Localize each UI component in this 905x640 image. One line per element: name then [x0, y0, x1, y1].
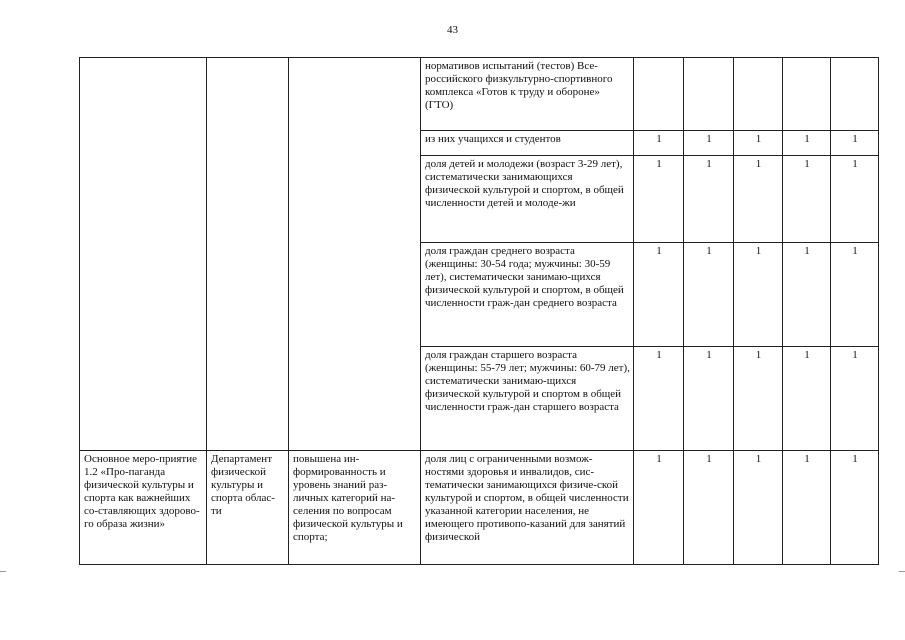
value-cell: 1 [634, 243, 684, 347]
indicator-cell: доля граждан среднего возраста (женщины: 30-54 года; мужчины: 30-59 лет), систематически занимаю-щихся физической культурой и спортом, в общей численности граж-дан среднего возраста [421, 243, 634, 347]
value-cell: 1 [734, 131, 783, 156]
value-cell [634, 58, 684, 131]
value-cell: 1 [684, 156, 734, 243]
value-cell: 1 [634, 347, 684, 451]
program-table [79, 57, 879, 565]
indicator-cell: из них учащихся и студентов [421, 131, 634, 156]
value-cell: 1 [734, 347, 783, 451]
value-cell: 1 [783, 156, 831, 243]
value-cell: 1 [734, 451, 783, 565]
value-cell: 1 [684, 243, 734, 347]
value-cell: 1 [734, 243, 783, 347]
indicator-cell: доля лиц с ограниченными возмож-ностями здоровья и инвалидов, сис-тематически занимающихся физиче-ской культурой и спортом, в общей численности указанной категории населения, не имеющего противопо-казаний для занятий физической [421, 451, 634, 565]
value-cell: 1 [684, 451, 734, 565]
value-cell: 1 [634, 131, 684, 156]
value-cell [831, 58, 879, 131]
value-cell: 1 [831, 243, 879, 347]
value-cell [783, 58, 831, 131]
executor-cell: Департамент физической культуры и спорта облас-ти [207, 451, 289, 565]
value-cell: 1 [634, 156, 684, 243]
executor-cell [207, 58, 289, 451]
value-cell: 1 [783, 243, 831, 347]
table-row [80, 58, 879, 131]
scan-edge-mark [899, 571, 905, 572]
result-cell: повышена ин-формированность и уровень знаний раз-личных категорий на-селения по вопросам физической культуры и спорта; [289, 451, 421, 565]
result-cell [289, 58, 421, 451]
value-cell [684, 58, 734, 131]
value-cell: 1 [634, 451, 684, 565]
indicator-cell: доля граждан старшего возраста (женщины: 55-79 лет; мужчины: 60-79 лет), систематически занимаю-щихся физической культурой и спортом в общей численности граж-дан старшего возраста [421, 347, 634, 451]
value-cell: 1 [684, 347, 734, 451]
value-cell [734, 58, 783, 131]
scan-edge-mark [0, 571, 6, 572]
activity-cell [80, 58, 207, 451]
value-cell: 1 [831, 451, 879, 565]
value-cell: 1 [783, 347, 831, 451]
table-row [80, 451, 879, 565]
value-cell: 1 [734, 156, 783, 243]
value-cell: 1 [783, 451, 831, 565]
value-cell: 1 [783, 131, 831, 156]
page-number: 43 [447, 24, 458, 36]
indicator-cell: нормативов испытаний (тестов) Все-российского физкультурно-спортивного комплекса «Готов к труду и обороне» (ГТО) [421, 58, 634, 131]
value-cell: 1 [831, 131, 879, 156]
indicator-cell: доля детей и молодежи (возраст 3-29 лет), систематически занимающихся физической культурой и спортом, в общей численности детей и молоде-жи [421, 156, 634, 243]
value-cell: 1 [831, 347, 879, 451]
activity-cell: Основное меро-приятие 1.2 «Про-паганда физической культуры и спорта как важнейших со-ставляющих здорово-го образа жизни» [80, 451, 207, 565]
value-cell: 1 [831, 156, 879, 243]
value-cell: 1 [684, 131, 734, 156]
